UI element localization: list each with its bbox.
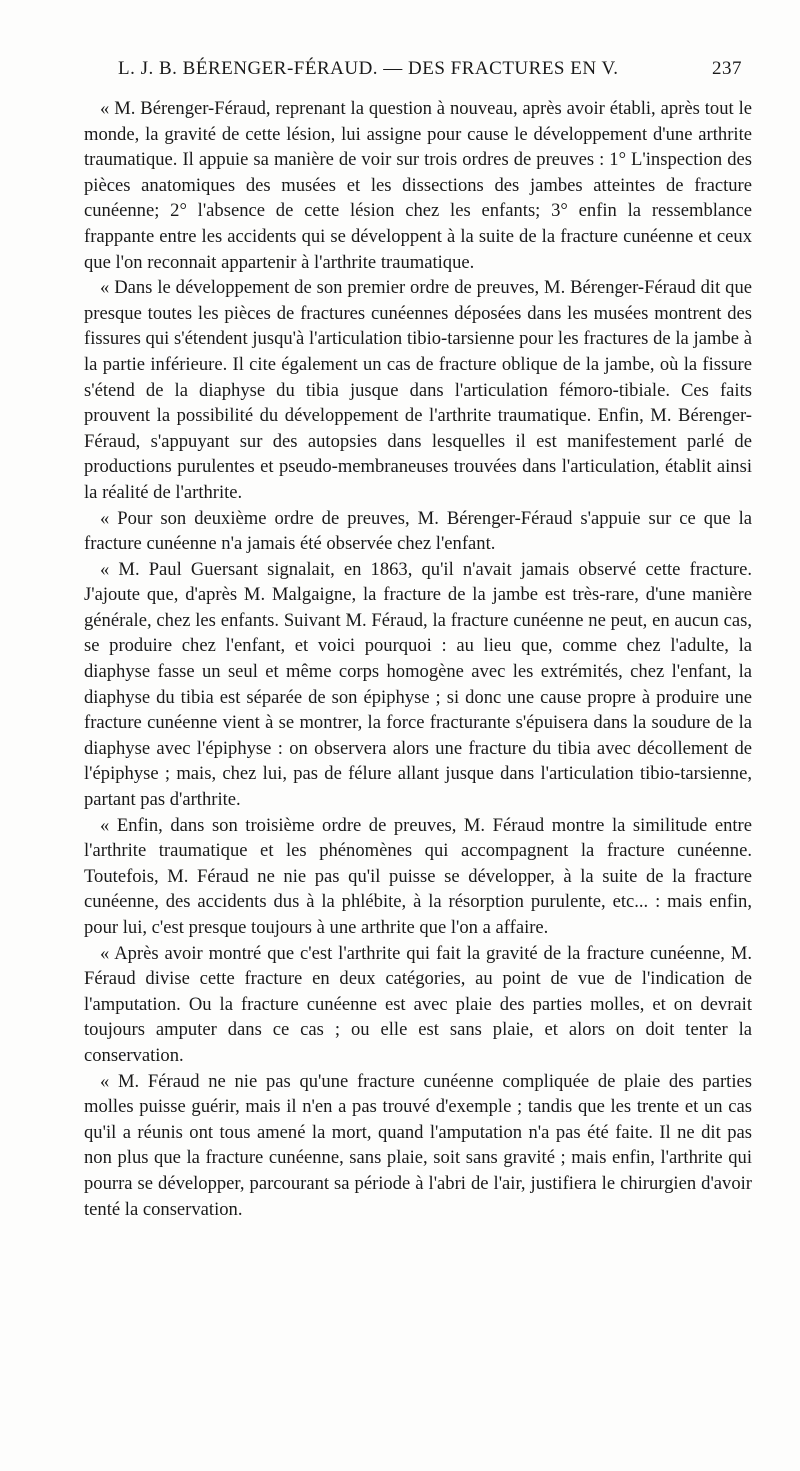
paragraph: « Après avoir montré que c'est l'arthrite qui fait la gravité de la fracture cunéenne, M. Féraud divise cette fracture en deux catégories, au point de vue de l'indication de l'amputation. Ou la fracture cunéenne est avec plaie des parties molles, et on devrait toujours amputer dans ce cas ; ou elle est sans plaie, et alors on doit tenter la conservation.	[84, 942, 752, 1066]
body-text	[84, 96, 752, 1222]
paragraph: « Enfin, dans son troisième ordre de preuves, M. Féraud montre la similitude entre l'arthrite traumatique et les phénomènes qui accompagnent la fracture cunéenne. Toutefois, M. Féraud ne nie pas qu'il puisse se développer, à la suite de la fracture cunéenne, des accidents dus à la phlébite, à la résorption purulente, etc... : mais enfin, pour lui, c'est presque toujours à une arthrite que l'on a affaire.	[84, 814, 752, 938]
paragraph: « M. Paul Guersant signalait, en 1863, qu'il n'avait jamais observé cette fracture. J'ajoute que, d'après M. Malgaigne, la fracture de la jambe est très-rare, d'une manière générale, chez les enfants. Suivant M. Féraud, la fracture cunéenne ne peut, en aucun cas, se produire chez l'enfant, et voici pourquoi : au lieu que, comme chez l'adulte, la diaphyse fasse un seul et même corps homogène avec les extrémités, chez l'enfant, la diaphyse du tibia est séparée de son épiphyse ; si donc une cause propre à produire une fracture cunéenne vient à se montrer, la force fracturante s'épuisera dans la soudure de la diaphyse avec l'épiphyse : on observera alors une fracture du tibia avec décollement de l'épiphyse ; mais, chez lui, pas de félure allant jusque dans l'articulation tibio-tarsienne, partant pas d'arthrite.	[84, 558, 752, 811]
paragraph: « Pour son deuxième ordre de preuves, M. Bérenger-Féraud s'appuie sur ce que la fracture cunéenne n'a jamais été observée chez l'enfant.	[84, 507, 752, 555]
running-header	[118, 58, 742, 88]
running-title: L. J. B. BÉRENGER-FÉRAUD. — DES FRACTURES EN V.	[118, 58, 619, 79]
page-number: 237	[712, 58, 742, 79]
paragraph: « M. Bérenger-Féraud, reprenant la question à nouveau, après avoir établi, après tout le monde, la gravité de cette lésion, lui assigne pour cause le développement d'une arthrite traumatique. Il appuie sa manière de voir sur trois ordres de preuves : 1° L'inspection des pièces anatomiques des musées et les dissections des jambes atteintes de fracture cunéenne; 2° l'absence de cette lésion chez les enfants; 3° enfin la ressemblance frappante entre les accidents qui se développent à la suite de la fracture cunéenne et ceux que l'on reconnait appartenir à l'arthrite traumatique.	[84, 98, 752, 273]
paragraph: « Dans le développement de son premier ordre de preuves, M. Bérenger-Féraud dit que presque toutes les pièces de fractures cunéennes déposées dans les musées montrent des fissures qui s'étendent jusqu'à l'articulation tibio-tarsienne pour les fractures de la jambe à la partie inférieure. Il cite également un cas de fracture oblique de la jambe, où la fissure s'étend de la diaphyse du tibia jusque dans l'articulation fémoro-tibiale. Ces faits prouvent la possibilité du développement de l'arthrite traumatique. Enfin, M. Bérenger-Féraud, s'appuyant sur des autopsies dans lesquelles il est manifestement parlé de productions purulentes et pseudo-membraneuses trouvées dans l'articulation, établit ainsi la réalité de l'arthrite.	[84, 277, 752, 503]
paragraph: « M. Féraud ne nie pas qu'une fracture cunéenne compliquée de plaie des parties molles puisse guérir, mais il n'en a pas trouvé d'exemple ; tandis que les trente et un cas qu'il a réunis ont tous amené la mort, quand l'amputation n'a pas été faite. Il ne dit pas non plus que la fracture cunéenne, sans plaie, soit sans gravité ; mais enfin, l'arthrite qui pourra se développer, parcourant sa période à l'abri de l'air, justifiera le chirurgien d'avoir tenté la conservation.	[84, 1070, 752, 1220]
